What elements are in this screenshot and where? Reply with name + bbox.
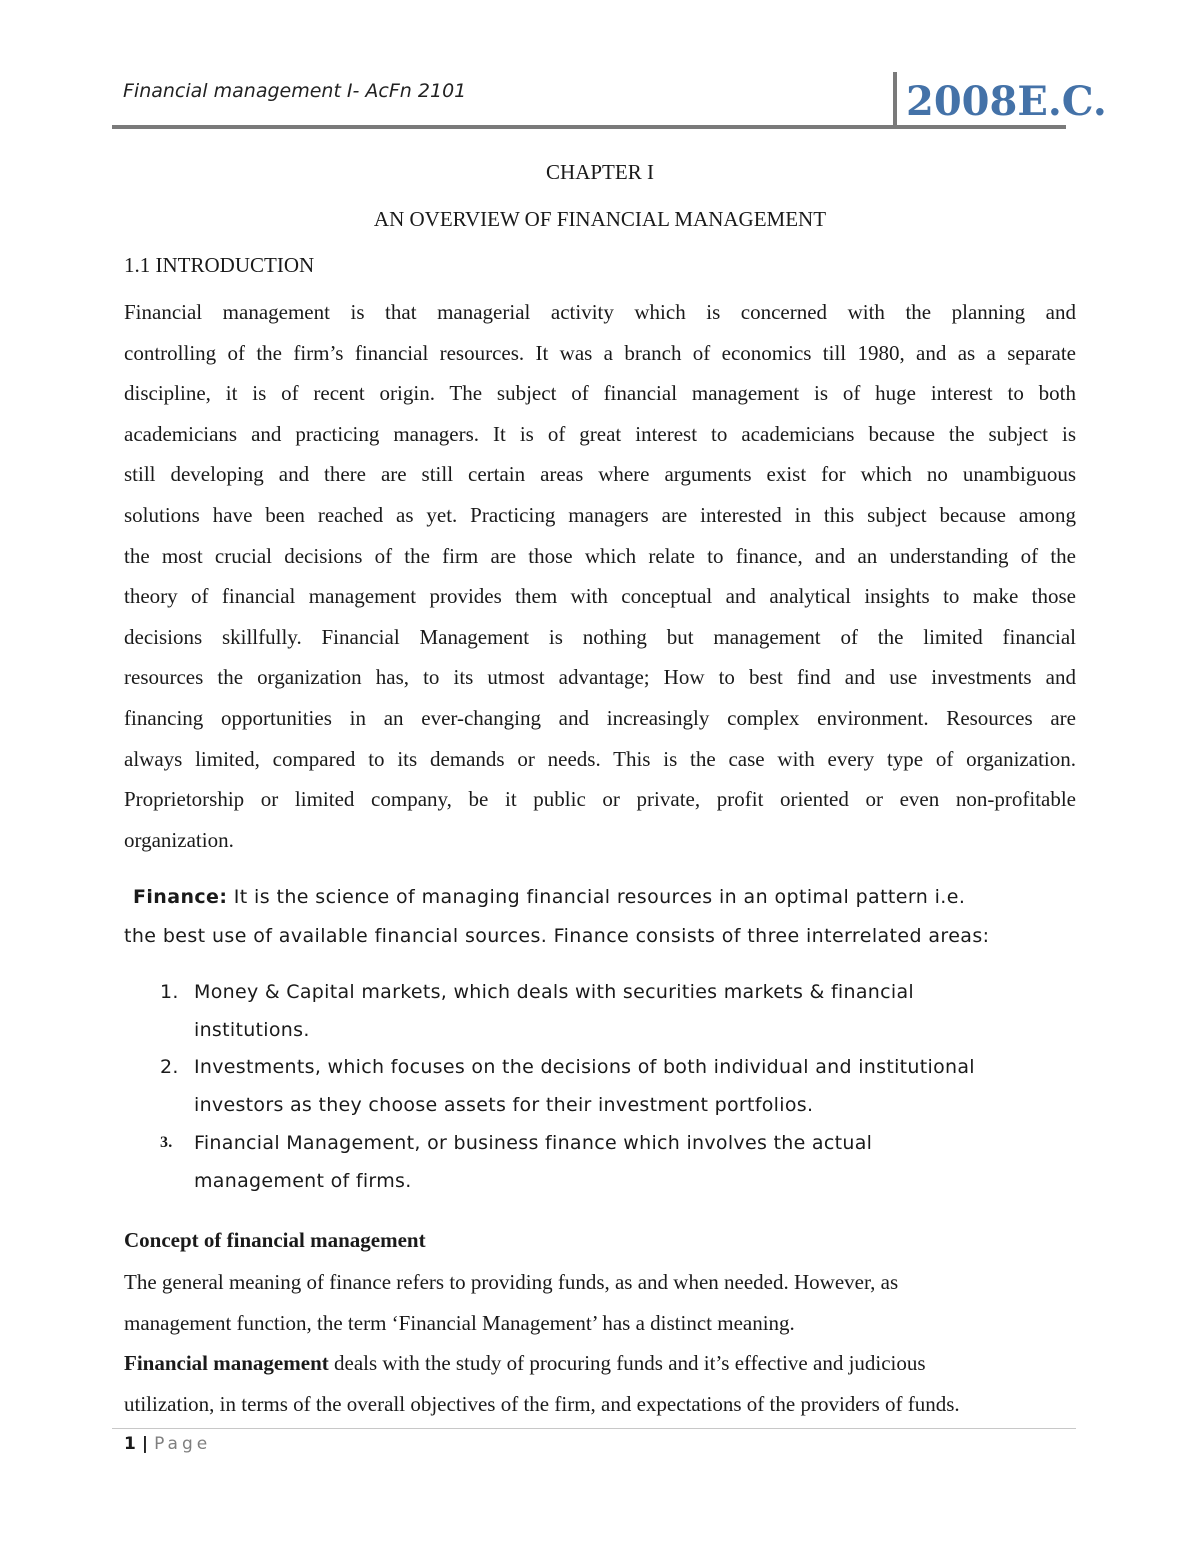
- section-heading-introduction: 1.1 INTRODUCTION: [124, 253, 315, 277]
- paragraph-line: solutions have been reached as yet. Practicing managers are interested in this subject because among: [124, 502, 1076, 527]
- paragraph-line: decisions skillfully. Financial Management is nothing but management of the limited financial: [124, 624, 1076, 649]
- list-text: management of firms.: [194, 1170, 412, 1192]
- paragraph-line: deals with the study of procuring funds and it’s effective and judicious: [328, 1351, 926, 1375]
- finance-definition-text: the best use of available financial sources. Finance consists of three interrelated areas:: [124, 924, 990, 947]
- list-number: 3.: [160, 1134, 173, 1151]
- finance-definition: [124, 878, 1076, 955]
- paragraph-line: still developing and there are still certain areas where arguments exist for which no unambiguous: [124, 462, 1076, 487]
- paragraph-line: Financial management is that managerial activity which is concerned with the planning and: [124, 300, 1076, 324]
- list-text: Money & Capital markets, which deals with securities markets & financial: [194, 981, 914, 1003]
- paragraph-line: The general meaning of finance refers to providing funds, as and when needed. However, as: [124, 1270, 899, 1294]
- finance-term: Finance:: [133, 886, 228, 908]
- header-divider: [893, 72, 897, 128]
- list-number: 1.: [160, 981, 179, 1003]
- financial-management-term: Financial management: [124, 1351, 329, 1375]
- section-heading-concept: Concept of financial management: [124, 1228, 426, 1252]
- list-number: 2.: [160, 1056, 179, 1078]
- paragraph-line: theory of financial management provides them with conceptual and analytical insights to make those: [124, 584, 1076, 609]
- header-rule: [112, 125, 1066, 129]
- paragraph-line: always limited, compared to its demands or needs. This is the case with every type of organization.: [124, 746, 1076, 771]
- paragraph-line: organization.: [124, 827, 234, 852]
- chapter-label: CHAPTER I: [546, 160, 654, 184]
- concept-paragraph: [124, 1262, 960, 1424]
- introduction-paragraph: [124, 292, 1076, 860]
- paragraph-line: controlling of the firm’s financial resources. It was a branch of economics till 1980, and as a separate: [124, 340, 1076, 365]
- list-text: Investments, which focuses on the decisions of both individual and institutional: [194, 1056, 975, 1078]
- paragraph-line: resources the organization has, to its utmost advantage; How to best find and use investments and: [124, 665, 1076, 690]
- list-text: investors as they choose assets for their investment portfolios.: [194, 1094, 814, 1116]
- paragraph-line: the most crucial decisions of the firm are those which relate to finance, and an understanding of the: [124, 543, 1076, 568]
- paragraph-line: Proprietorship or limited company, be it public or private, profit oriented or even non-profitable: [124, 787, 1076, 812]
- page-number: 1: [124, 1434, 136, 1454]
- document-header-title: Financial management I- AcFn 2101: [123, 80, 467, 102]
- paragraph-line: discipline, it is of recent origin. The subject of financial management is of huge interest to both: [124, 381, 1076, 406]
- chapter-title: AN OVERVIEW OF FINANCIAL MANAGEMENT: [373, 207, 827, 231]
- paragraph-line: utilization, in terms of the overall objectives of the firm, and expectations of the providers of funds.: [124, 1391, 960, 1416]
- footer-rule: [112, 1428, 1076, 1429]
- finance-definition-text: It is the science of managing financial resources in an optimal pattern i.e.: [227, 886, 966, 908]
- paragraph-line: academicians and practicing managers. It is of great interest to academicians because the subject is: [124, 421, 1076, 446]
- paragraph-line: management function, the term ‘Financial Management’ has a distinct meaning.: [124, 1310, 795, 1335]
- footer-separator: |: [141, 1434, 149, 1454]
- paragraph-line: financing opportunities in an ever-changing and increasingly complex environment. Resources are: [124, 705, 1076, 730]
- page-label: Page: [154, 1434, 212, 1454]
- list-text: institutions.: [194, 1019, 310, 1041]
- page-footer: [124, 1434, 211, 1454]
- list-text: Financial Management, or business finance which involves the actual: [194, 1132, 873, 1154]
- header-year: 2008E.C.: [906, 78, 1107, 125]
